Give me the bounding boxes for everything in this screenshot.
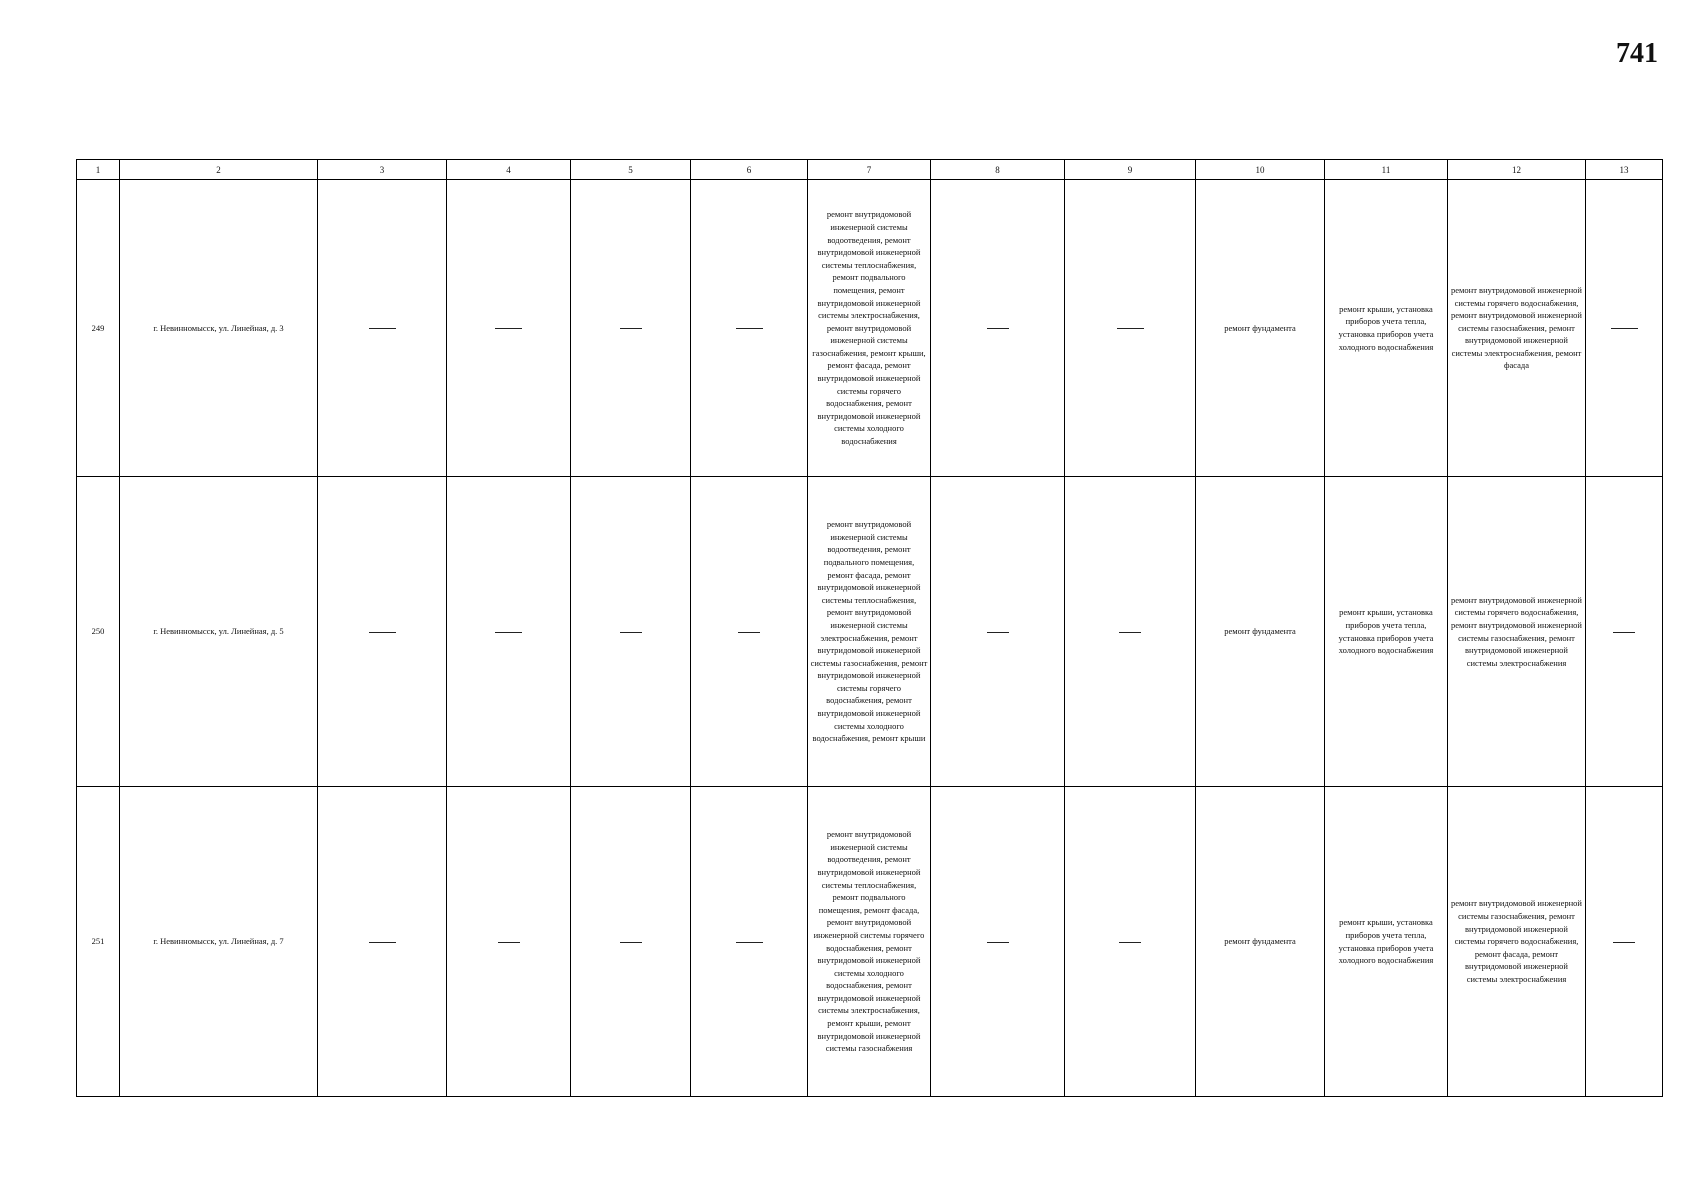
works-cell: ремонт крыши, установка приборов учета тепла, установка приборов учета холодного водоснабжения (1325, 477, 1448, 787)
works-cell: ремонт внутридомовой инженерной системы горячего водоснабжения, ремонт внутридомовой инженерной системы газоснабжения, ремонт внутридомовой инженерной системы электроснабжения, ремонт фасада (1448, 180, 1586, 477)
empty-value-cell (931, 787, 1065, 1097)
dash-mark (736, 328, 763, 329)
dash-mark (1613, 632, 1635, 633)
dash-mark (369, 632, 396, 633)
empty-value-cell (691, 477, 808, 787)
row-number: 249 (77, 180, 120, 477)
empty-value-cell (571, 180, 691, 477)
empty-value-cell (1065, 477, 1196, 787)
empty-value-cell (318, 787, 447, 1097)
table-row (77, 477, 1663, 787)
empty-value-cell (1586, 180, 1663, 477)
dash-mark (495, 632, 522, 633)
row-number: 250 (77, 477, 120, 787)
empty-value-cell (571, 477, 691, 787)
empty-value-cell (691, 787, 808, 1097)
dash-mark (1611, 328, 1638, 329)
dash-mark (369, 942, 396, 943)
dash-mark (738, 632, 760, 633)
address-cell: г. Невинномысск, ул. Линейная, д. 7 (120, 787, 318, 1097)
column-header: 12 (1448, 160, 1586, 180)
column-header: 13 (1586, 160, 1663, 180)
column-header: 1 (77, 160, 120, 180)
empty-value-cell (931, 180, 1065, 477)
header-row (77, 160, 1663, 180)
table-row (77, 180, 1663, 477)
repair-table (76, 159, 1663, 1097)
works-cell: ремонт фундамента (1196, 180, 1325, 477)
empty-value-cell (571, 787, 691, 1097)
empty-value-cell (1586, 477, 1663, 787)
dash-mark (620, 632, 642, 633)
works-cell: ремонт фундамента (1196, 787, 1325, 1097)
column-header: 7 (808, 160, 931, 180)
column-header: 5 (571, 160, 691, 180)
dash-mark (987, 328, 1009, 329)
empty-value-cell (318, 477, 447, 787)
dash-mark (1613, 942, 1635, 943)
dash-mark (1117, 328, 1144, 329)
works-cell: ремонт фундамента (1196, 477, 1325, 787)
row-number: 251 (77, 787, 120, 1097)
column-header: 11 (1325, 160, 1448, 180)
empty-value-cell (1065, 787, 1196, 1097)
column-header: 3 (318, 160, 447, 180)
page-number: 741 (1616, 38, 1658, 69)
works-list-cell: ремонт внутридомовой инженерной системы водоотведения, ремонт внутридомовой инженерной системы теплоснабжения, ремонт подвального помещения, ремонт внутридомовой инженерной системы электроснабжения, ремонт внутридомовой инженерной системы газоснабжения, ремонт крыши, ремонт фасада, ремонт внутридомовой инженерной системы горячего водоснабжения, ремонт внутридомовой инженерной системы холодного водоснабжения (808, 180, 931, 477)
empty-value-cell (931, 477, 1065, 787)
works-cell: ремонт крыши, установка приборов учета тепла, установка приборов учета холодного водоснабжения (1325, 787, 1448, 1097)
column-header: 9 (1065, 160, 1196, 180)
column-header: 4 (447, 160, 571, 180)
works-cell: ремонт внутридомовой инженерной системы горячего водоснабжения, ремонт внутридомовой инженерной системы газоснабжения, ремонт внутридомовой инженерной системы электроснабжения (1448, 477, 1586, 787)
column-header: 2 (120, 160, 318, 180)
column-header: 10 (1196, 160, 1325, 180)
address-cell: г. Невинномысск, ул. Линейная, д. 3 (120, 180, 318, 477)
dash-mark (620, 328, 642, 329)
dash-mark (987, 632, 1009, 633)
empty-value-cell (447, 477, 571, 787)
empty-value-cell (318, 180, 447, 477)
dash-mark (1119, 942, 1141, 943)
works-list-cell: ремонт внутридомовой инженерной системы водоотведения, ремонт внутридомовой инженерной системы теплоснабжения, ремонт подвального помещения, ремонт фасада, ремонт внутридомовой инженерной системы горячего водоснабжения, ремонт внутридомовой инженерной системы холодного водоснабжения, ремонт внутридомовой инженерной системы электроснабжения, ремонт крыши, ремонт внутридомовой инженерной системы газоснабжения (808, 787, 931, 1097)
dash-mark (369, 328, 396, 329)
column-header: 6 (691, 160, 808, 180)
dash-mark (498, 942, 520, 943)
table-row (77, 787, 1663, 1097)
works-list-cell: ремонт внутридомовой инженерной системы водоотведения, ремонт подвального помещения, ремонт фасада, ремонт внутридомовой инженерной системы теплоснабжения, ремонт внутридомовой инженерной системы электроснабжения, ремонт внутридомовой инженерной системы газоснабжения, ремонт внутридомовой инженерной системы горячего водоснабжения, ремонт внутридомовой инженерной системы холодного водоснабжения, ремонт крыши (808, 477, 931, 787)
column-header: 8 (931, 160, 1065, 180)
dash-mark (736, 942, 763, 943)
empty-value-cell (1586, 787, 1663, 1097)
dash-mark (495, 328, 522, 329)
works-cell: ремонт крыши, установка приборов учета тепла, установка приборов учета холодного водоснабжения (1325, 180, 1448, 477)
dash-mark (987, 942, 1009, 943)
address-cell: г. Невинномысск, ул. Линейная, д. 5 (120, 477, 318, 787)
empty-value-cell (691, 180, 808, 477)
dash-mark (1119, 632, 1141, 633)
empty-value-cell (447, 787, 571, 1097)
empty-value-cell (1065, 180, 1196, 477)
empty-value-cell (447, 180, 571, 477)
works-cell: ремонт внутридомовой инженерной системы газоснабжения, ремонт внутридомовой инженерной системы горячего водоснабжения, ремонт фасада, ремонт внутридомовой инженерной системы электроснабжения (1448, 787, 1586, 1097)
dash-mark (620, 942, 642, 943)
